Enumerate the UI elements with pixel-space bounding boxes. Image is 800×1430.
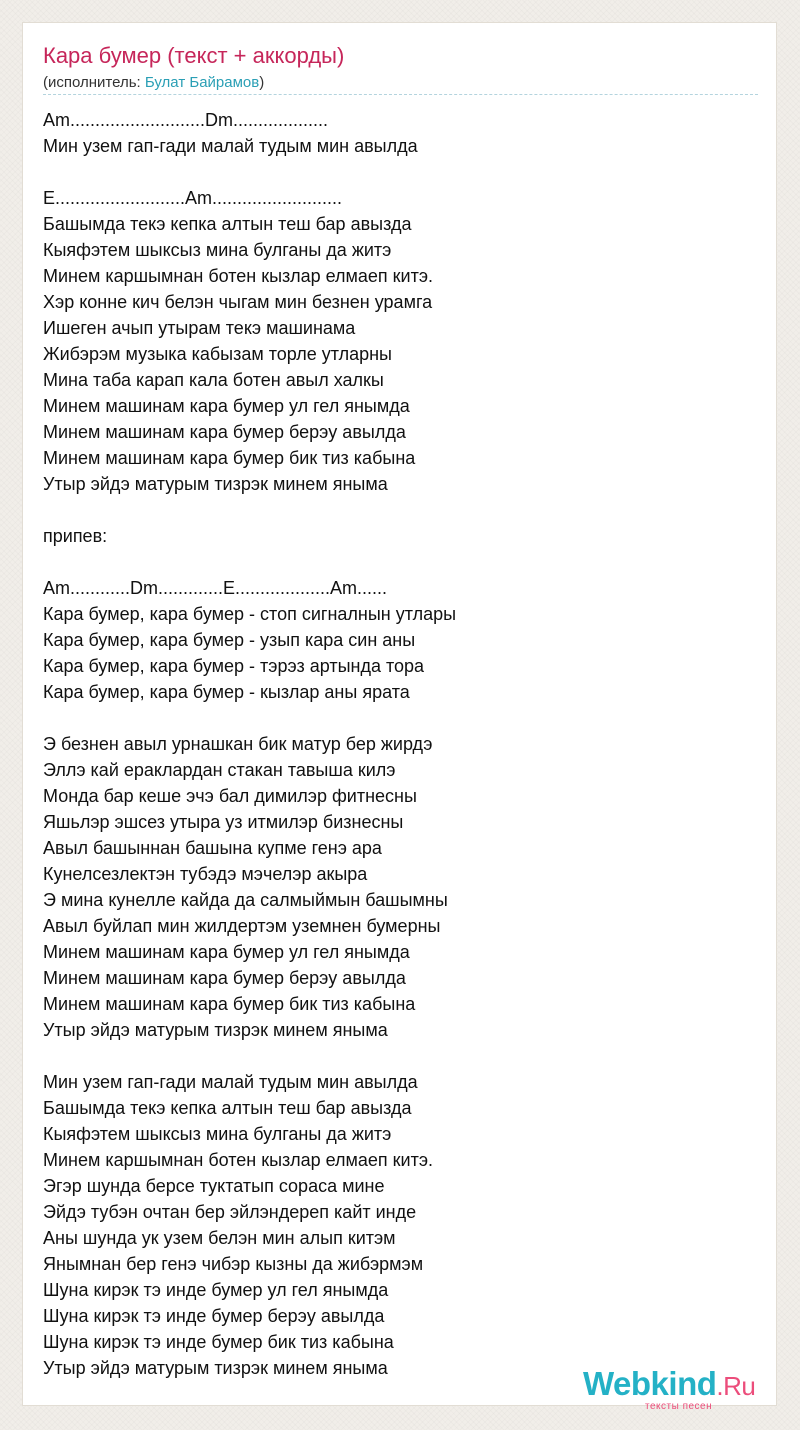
lyric-line: Башымда текэ кепка алтын теш бар авызда bbox=[43, 214, 412, 234]
lyric-line: Шуна кирэк тэ инде бумер бик тиз кабына bbox=[43, 1332, 394, 1352]
page-title: Кара бумер (текст + аккорды) bbox=[43, 43, 345, 68]
lyric-line: Мина таба карап кала ботен авыл халкы bbox=[43, 370, 384, 390]
lyric-line: Шуна кирэк тэ инде бумер берэу авылда bbox=[43, 1306, 385, 1326]
logo-tagline: тексты песен bbox=[645, 1401, 713, 1412]
lyric-line: Кыяфэтем шыксыз мина булганы да житэ bbox=[43, 1124, 392, 1144]
lyric-line: Утыр эйдэ матурым тизрэк минем яныма bbox=[43, 474, 388, 494]
lyric-line: Ишеген ачып утырам текэ машинама bbox=[43, 318, 356, 338]
lyric-line: Кунелсезлектэн тубэдэ мэчелэр акыра bbox=[43, 864, 368, 884]
blank-line bbox=[43, 1043, 758, 1069]
lyric-line: Янымнан бер генэ чибэр кызны да жибэрмэм bbox=[43, 1254, 424, 1274]
lyric-line: Минем машинам кара бумер ул гел янымда bbox=[43, 396, 410, 416]
lyric-line: Минем машинам кара бумер берэу авылда bbox=[43, 968, 406, 988]
lyric-line: Am............Dm.............E...................Am...... bbox=[43, 578, 388, 598]
lyric-line: Яшьлэр эшсез утыра уз итмилэр бизнесны bbox=[43, 812, 404, 832]
lyric-line: Утыр эйдэ матурым тизрэк минем яныма bbox=[43, 1358, 388, 1378]
lyric-line: Авыл башыннан башына купме генэ ара bbox=[43, 838, 382, 858]
lyric-line: припев: bbox=[43, 526, 108, 546]
lyric-line: Эгэр шунда берсе туктатып сораса мине bbox=[43, 1176, 385, 1196]
blank-line bbox=[43, 497, 758, 523]
lyric-line: Мин узем гап-гади малай тудым мин авылда bbox=[43, 136, 418, 156]
title-divider bbox=[43, 94, 758, 95]
lyric-line: Аны шунда ук узем белэн мин алып китэм bbox=[43, 1228, 396, 1248]
lyric-line: Минем машинам кара бумер ул гел янымда bbox=[43, 942, 410, 962]
lyric-line: Кара бумер, кара бумер - стоп сигналнын утлары bbox=[43, 604, 457, 624]
blank-line bbox=[43, 705, 758, 731]
lyric-line: Эйдэ тубэн очтан бер эйлэндереп кайт инде bbox=[43, 1202, 417, 1222]
lyric-line: Кара бумер, кара бумер - кызлар аны ярата bbox=[43, 682, 410, 702]
lyric-line: Э мина кунелле кайда да салмыймын башымны bbox=[43, 890, 448, 910]
lyric-line: Утыр эйдэ матурым тизрэк минем яныма bbox=[43, 1020, 388, 1040]
artist-link[interactable]: Булат Байрамов bbox=[144, 74, 260, 91]
lyric-line: Минем каршымнан ботен кызлар елмаеп китэ. bbox=[43, 1150, 434, 1170]
logo-wordmark bbox=[583, 1365, 755, 1405]
artist-suffix: ) bbox=[259, 74, 265, 91]
lyrics-text bbox=[43, 107, 758, 1381]
lyric-line: Минем машинам кара бумер бик тиз кабына bbox=[43, 448, 416, 468]
logo-tld: .Ru bbox=[716, 1371, 756, 1401]
lyric-line: Кара бумер, кара бумер - тэрэз артында тора bbox=[43, 656, 425, 676]
lyric-line: Кыяфэтем шыксыз мина булганы да житэ bbox=[43, 240, 392, 260]
lyric-line: Кара бумер, кара бумер - узып кара син аны bbox=[43, 630, 416, 650]
lyric-line: Жибэрэм музыка кабызам торле утларны bbox=[43, 344, 392, 364]
logo-brand: Webkind bbox=[583, 1365, 717, 1402]
lyric-line: Минем машинам кара бумер берэу авылда bbox=[43, 422, 406, 442]
lyric-line: Хэр конне кич белэн чыгам мин безнен урамга bbox=[43, 292, 433, 312]
lyric-line: Э безнен авыл урнашкан бик матур бер жирдэ bbox=[43, 734, 433, 754]
lyric-line: Эллэ кай ераклардан стакан тавыша килэ bbox=[43, 760, 396, 780]
lyric-line: Am...........................Dm................... bbox=[43, 110, 329, 130]
artist-line bbox=[43, 73, 264, 93]
blank-line bbox=[43, 159, 758, 185]
lyric-line: E..........................Am.......................... bbox=[43, 188, 343, 208]
webkind-logo bbox=[583, 1365, 783, 1415]
lyric-line: Монда бар кеше эчэ бал димилэр фитнесны bbox=[43, 786, 417, 806]
lyric-line: Мин узем гап-гади малай тудым мин авылда bbox=[43, 1072, 418, 1092]
lyric-line: Шуна кирэк тэ инде бумер ул гел янымда bbox=[43, 1280, 389, 1300]
lyric-line: Башымда текэ кепка алтын теш бар авызда bbox=[43, 1098, 412, 1118]
lyric-line: Минем машинам кара бумер бик тиз кабына bbox=[43, 994, 416, 1014]
lyric-line: Авыл буйлап мин жилдертэм уземнен бумерны bbox=[43, 916, 441, 936]
artist-prefix: (исполнитель: bbox=[43, 74, 145, 91]
blank-line bbox=[43, 549, 758, 575]
lyric-line: Минем каршымнан ботен кызлар елмаеп китэ. bbox=[43, 266, 434, 286]
lyrics-card bbox=[22, 22, 777, 1412]
